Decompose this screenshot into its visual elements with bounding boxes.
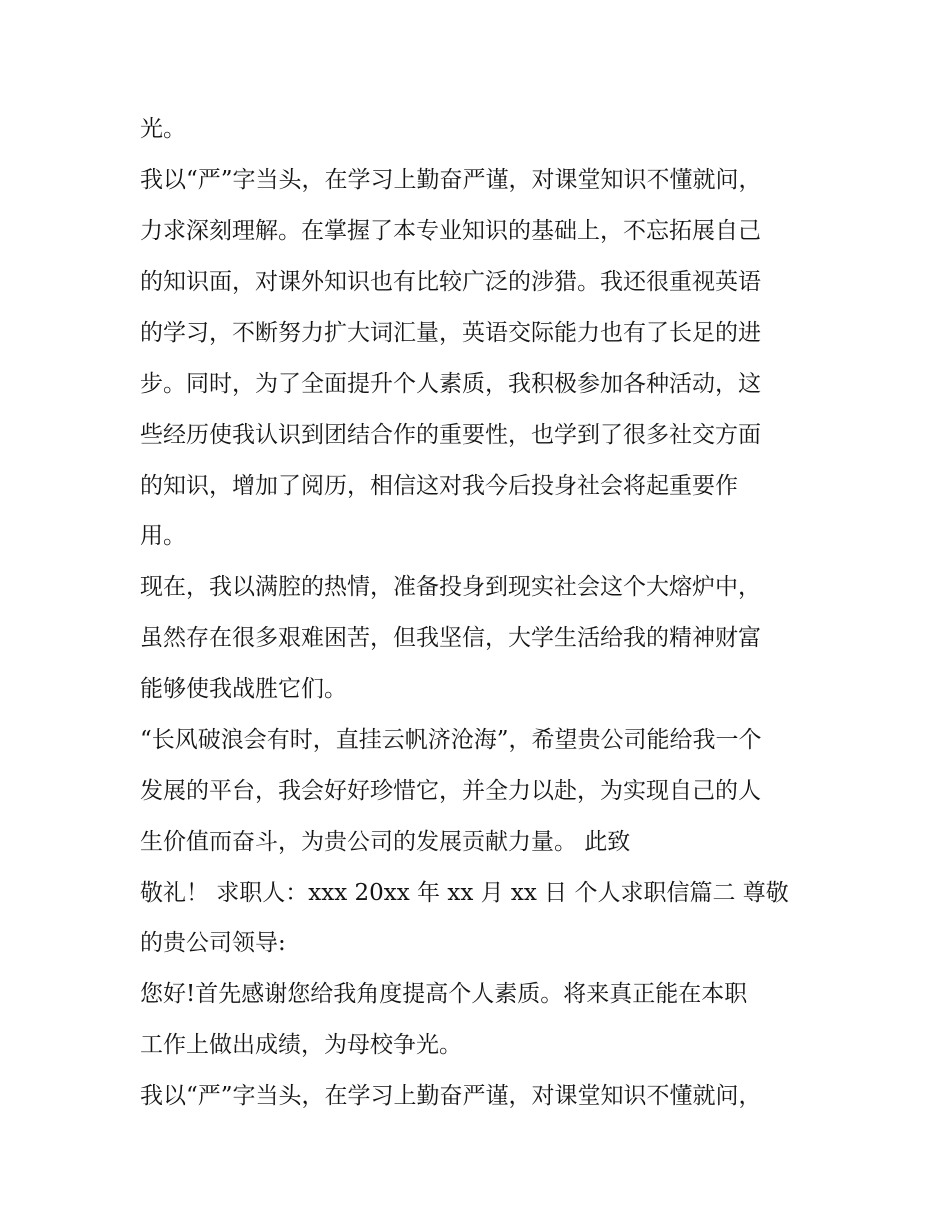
text-line: 虽然存在很多艰难困苦，但我坚信，大学生活给我的精神财富 [140,625,761,651]
text-line: 的贵公司领导: [140,930,286,956]
text-line: 我以“严”字当头，在学习上勤奋严谨，对课堂知识不懂就问， [140,167,762,193]
text-line: 的知识面，对课外知识也有比较广泛的涉猎。我还很重视英语 [140,269,761,295]
text-line: 步。同时，为了全面提升个人素质，我积极参加各种活动，这 [140,371,761,397]
text-line: 力求深刻理解。在掌握了本专业知识的基础上，不忘拓展自己 [140,218,761,244]
text-line: 能够使我战胜它们。 [140,676,347,702]
text-line: 的学习，不断努力扩大词汇量，英语交际能力也有了长足的进 [140,320,761,346]
text-line: 的知识，增加了阅历，相信这对我今后投身社会将起重要作 [140,473,738,499]
text-line: 用。 [140,523,186,549]
text-line: 现在，我以满腔的热情，准备投身到现实社会这个大熔炉中， [140,574,761,600]
text-line: 生价值而奋斗，为贵公司的发展贡献力量。 此致 [140,829,631,855]
text-line: 发展的平台，我会好好珍惜它，并全力以赴，为实现自己的人 [140,778,761,804]
text-line: 些经历使我认识到团结合作的重要性，也学到了很多社交方面 [140,422,761,448]
text-line: 敬礼！ 求职人：xxx 20xx 年 xx 月 xx 日 个人求职信篇二 尊敬 [140,880,789,906]
text-line: “长风破浪会有时，直挂云帆济沧海”，希望贵公司能给我一个 [140,727,762,753]
text-line: 工作上做出成绩，为母校争光。 [140,1032,462,1058]
text-line: 光。 [140,116,186,142]
text-line: 我以“严”字当头，在学习上勤奋严谨，对课堂知识不懂就问， [140,1083,762,1109]
text-line: 您好!首先感谢您给我角度提高个人素质。将来真正能在本职 [140,981,748,1007]
